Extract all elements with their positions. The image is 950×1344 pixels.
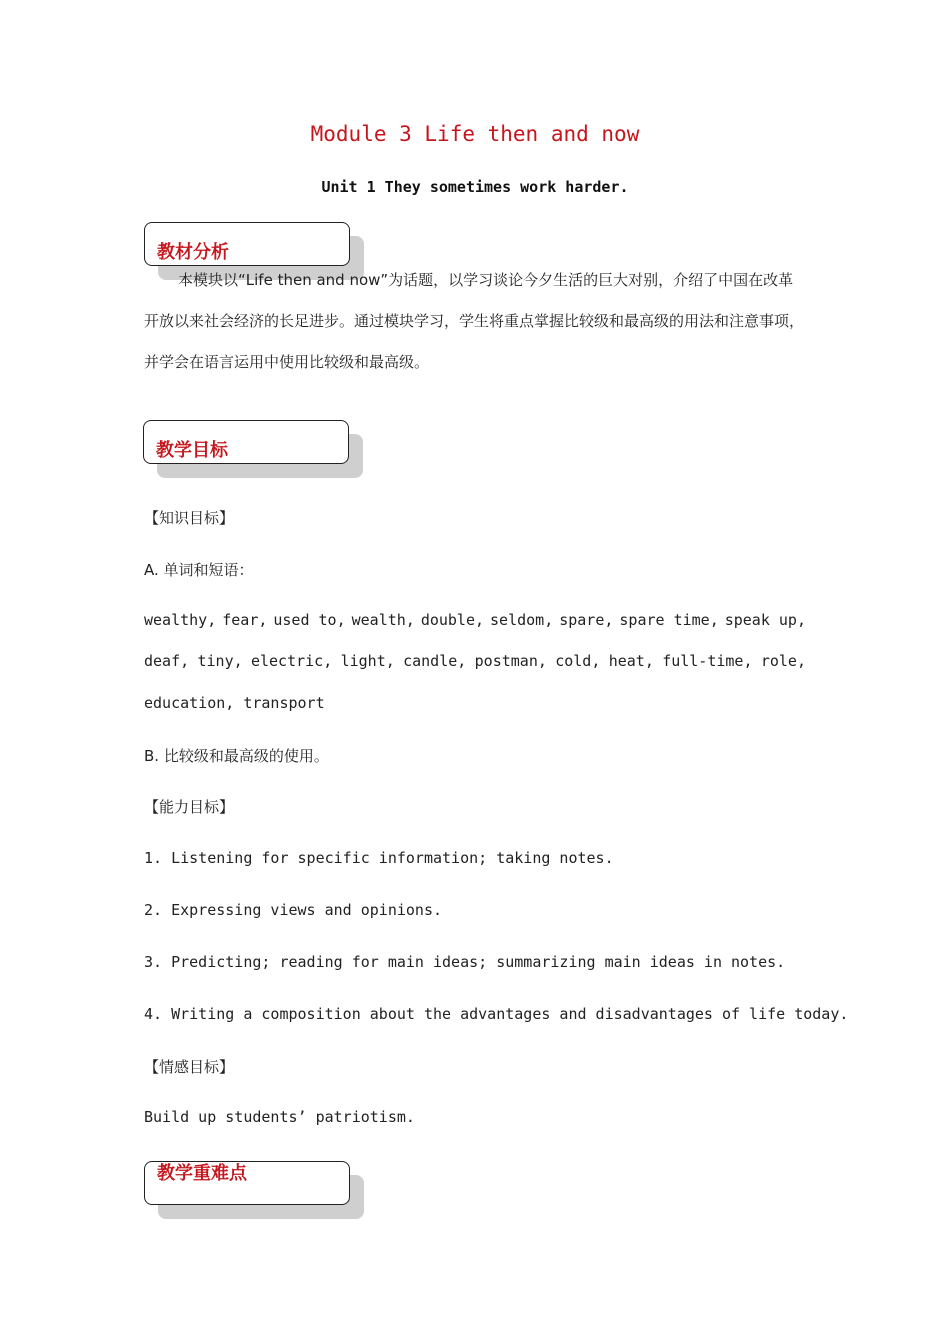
section-header-objectives (143, 420, 349, 464)
vocab-word: tiny, (197, 652, 243, 670)
vocab-word: cold, (555, 652, 601, 670)
knowledge-heading: 【知识目标】 (144, 509, 235, 527)
vocab-line-2 (144, 652, 806, 670)
emotion-heading: 【情感目标】 (144, 1058, 235, 1076)
vocab-line-3: education, transport (144, 694, 325, 712)
vocab-word: role, (760, 652, 806, 670)
vocab-word: postman, (474, 652, 547, 670)
ability-item: 2. Expressing views and opinions. (144, 901, 443, 919)
section-header-key-points (144, 1161, 350, 1205)
analysis-paragraph: 本模块以“Life then and now”为话题，以学习谈论今夕生活的巨大对别，介绍了中国在改革开放以来社会经济的长足进步。通过模块学习，学生将重点掌握比较级和最高级的用法和注意事项，并学会在语言运用中使用比较级和最高级。 (144, 271, 805, 371)
vocab-word: light, (340, 652, 395, 670)
vocab-word: fear, (222, 611, 268, 629)
section-header-label: 教学目标 (156, 440, 228, 461)
vocab-word: double, (420, 611, 485, 629)
ability-heading: 【能力目标】 (144, 798, 235, 816)
vocab-word: wealthy, (144, 611, 217, 629)
section-header-label: 教材分析 (157, 242, 229, 263)
vocab-word: used to, (273, 611, 346, 629)
vocab-word: speak up, (724, 611, 806, 629)
vocab-word: deaf, (144, 652, 190, 670)
vocab-word: heat, (608, 652, 654, 670)
vocab-word: candle, (403, 652, 467, 670)
emotion-text: Build up students’ patriotism. (144, 1108, 415, 1126)
vocab-word: electric, (250, 652, 333, 670)
vocab-line-1 (144, 611, 806, 629)
vocab-label: A. 单词和短语： (144, 561, 254, 579)
vocab-word: spare, (559, 611, 614, 629)
vocab-word: seldom, (490, 611, 554, 629)
vocab-word: spare time, (619, 611, 719, 629)
section-header-label: 教学重难点 (157, 1163, 247, 1184)
ability-item: 3. Predicting; reading for main ideas; summarizing main ideas in notes. (144, 953, 786, 971)
vocab-word: wealth, (351, 611, 415, 629)
ability-item: 1. Listening for specific information; taking notes. (144, 849, 614, 867)
vocab-word: full-time, (662, 652, 753, 670)
document-title: Module 3 Life then and now (310, 122, 640, 146)
ability-item: 4. Writing a composition about the advantages and disadvantages of life today. (144, 1005, 849, 1023)
grammar-label: B. 比较级和最高级的使用。 (144, 747, 329, 765)
document-subtitle: Unit 1 They sometimes work harder. (321, 178, 629, 196)
